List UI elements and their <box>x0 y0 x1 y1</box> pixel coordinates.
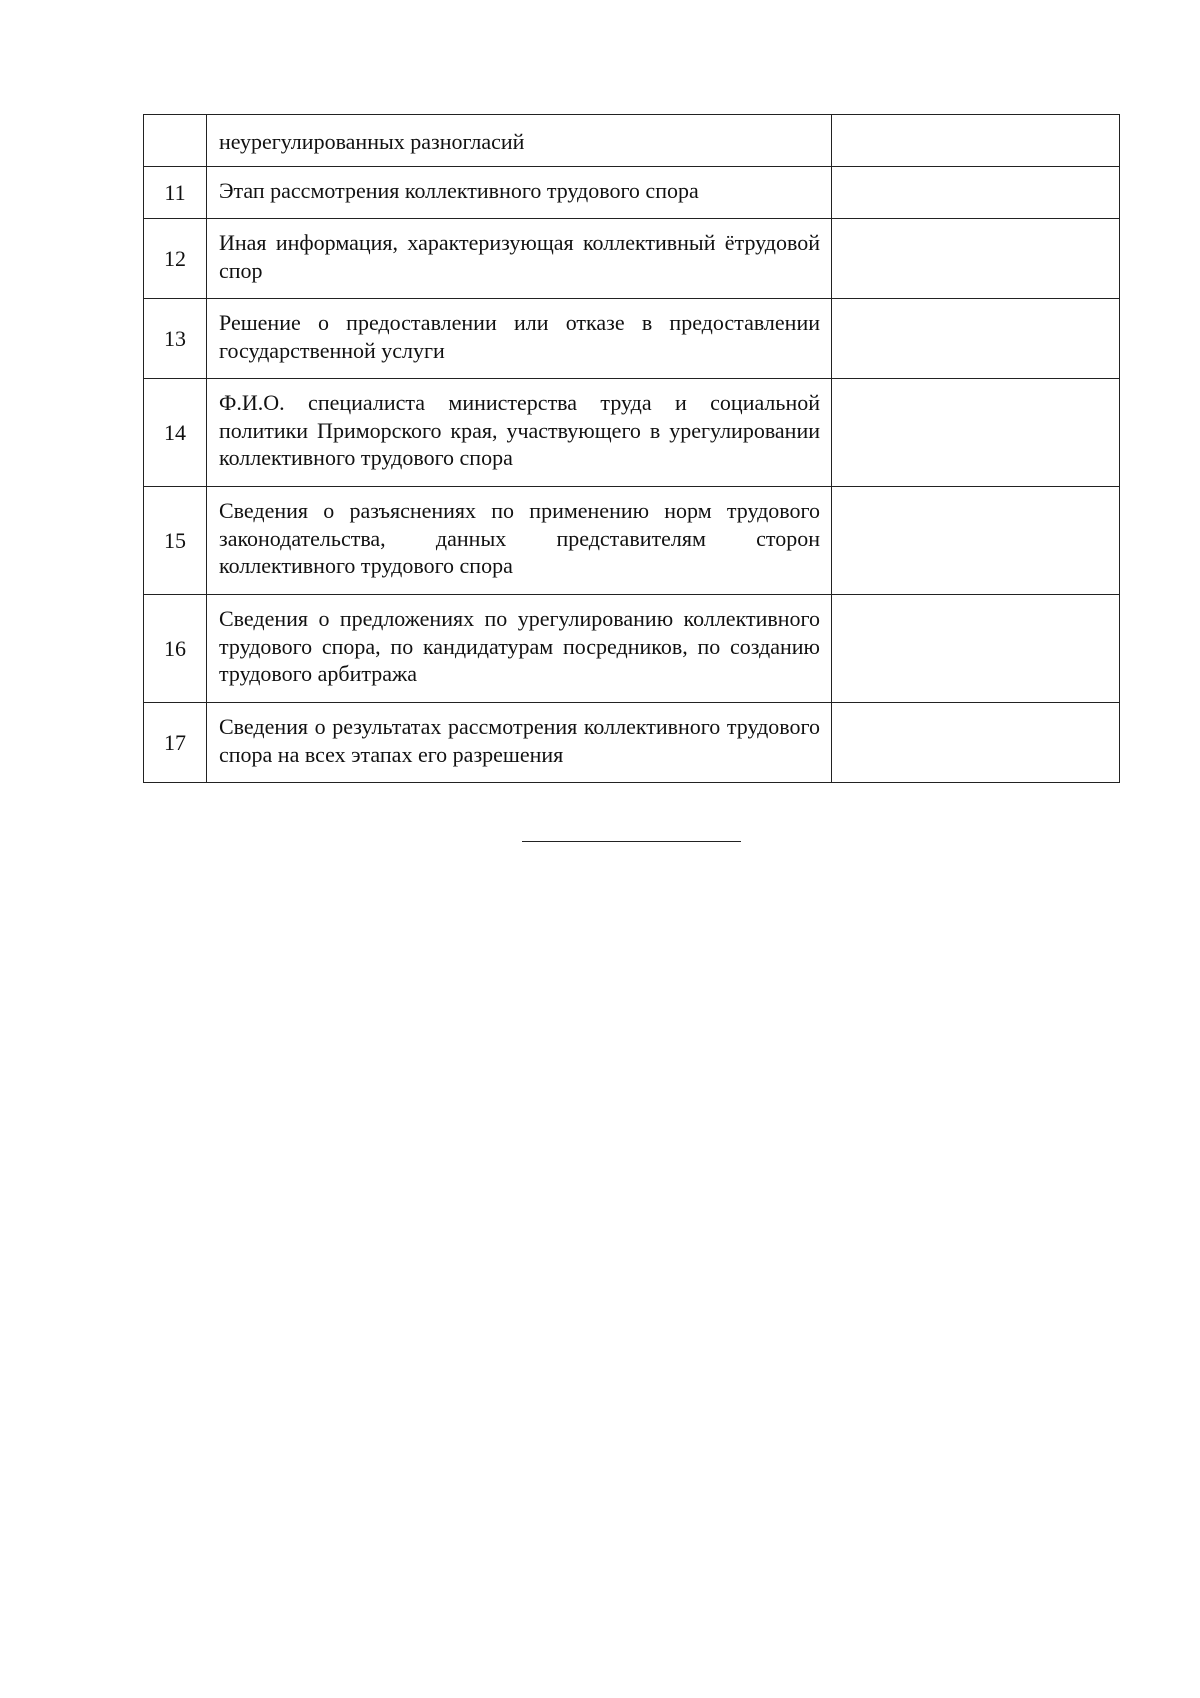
row-description: Решение о предоставлении или отказе в предоставлении государственной услуги <box>207 299 832 379</box>
row-description: Сведения о предложениях по урегулированию коллективного трудового спора, по кандидатурам посредников, по созданию трудового арбитража <box>207 595 832 703</box>
info-table <box>143 114 1120 783</box>
row-value <box>832 379 1120 487</box>
row-description: Сведения о результатах рассмотрения коллективного трудового спора на всех этапах его разрешения <box>207 703 832 783</box>
table-row <box>144 379 1120 487</box>
row-value <box>832 167 1120 219</box>
row-number: 15 <box>144 487 207 595</box>
table-row <box>144 299 1120 379</box>
table-row <box>144 487 1120 595</box>
row-description: Сведения о разъяснениях по применению норм трудового законодательства, данных представителям сторон коллективного трудового спора <box>207 487 832 595</box>
end-divider <box>522 841 741 842</box>
row-number: 14 <box>144 379 207 487</box>
row-number: 13 <box>144 299 207 379</box>
row-description: Иная информация, характеризующая коллективный ётрудовой спор <box>207 219 832 299</box>
row-value <box>832 299 1120 379</box>
table-row <box>144 595 1120 703</box>
row-number: 17 <box>144 703 207 783</box>
table-row <box>144 219 1120 299</box>
row-value <box>832 219 1120 299</box>
row-value <box>832 487 1120 595</box>
row-number: 12 <box>144 219 207 299</box>
row-number: 11 <box>144 167 207 219</box>
table-row <box>144 115 1120 167</box>
table-row <box>144 703 1120 783</box>
row-value <box>832 703 1120 783</box>
row-value <box>832 595 1120 703</box>
row-description: неурегулированных разногласий <box>207 115 832 167</box>
row-number: 16 <box>144 595 207 703</box>
row-number <box>144 115 207 167</box>
table-row <box>144 167 1120 219</box>
row-description: Ф.И.О. специалиста министерства труда и социальной политики Приморского края, участвующего в урегулировании коллективного трудового спора <box>207 379 832 487</box>
row-description: Этап рассмотрения коллективного трудового спора <box>207 167 832 219</box>
row-value <box>832 115 1120 167</box>
